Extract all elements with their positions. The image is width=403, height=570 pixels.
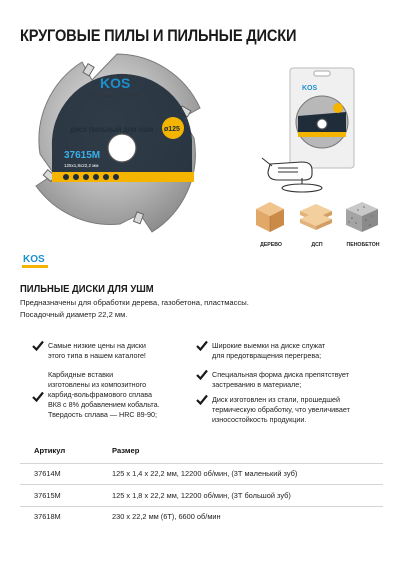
table-cell-size: 125 х 1,4 х 22,2 мм, 12200 об/мин, (3Т маленький зуб) (112, 469, 298, 478)
saw-disc-image (22, 48, 212, 248)
disc-label-title: ДИСК ПИЛЬНЫЙ ДЛЯ УШМ (70, 127, 154, 134)
foam-concrete-icon (346, 202, 378, 232)
feature-item (48, 341, 146, 361)
feature-line: застреванию в материале; (212, 380, 302, 389)
table-divider (20, 484, 383, 485)
brand-logo (20, 251, 50, 271)
feature-item (212, 370, 349, 390)
feature-line: Твердость сплава — HRC 89-90; (48, 410, 158, 419)
feature-line: ВК8 с 8% добавлением кобальта. (48, 400, 160, 409)
table-cell-size: 125 х 1,8 х 22,2 мм, 12200 об/мин, (3Т большой зуб) (112, 491, 291, 500)
section-title: ПИЛЬНЫЕ ДИСКИ ДЛЯ УШМ (20, 283, 154, 295)
feature-line: Широкие выемки на диске служат (212, 341, 326, 350)
feature-line: для предотвращения перегрева; (212, 351, 322, 360)
description-line: Посадочный диаметр 22,2 мм. (20, 309, 128, 319)
feature-item (212, 341, 325, 361)
chipboard-icon (300, 204, 332, 230)
wood-cube-icon (256, 202, 284, 232)
material-label-foam-concrete: ПЕНОБЕТОН (346, 242, 380, 248)
packaged-disc-image (288, 66, 356, 170)
feature-line: карбид-вольфрамового сплава (48, 390, 152, 399)
table-cell-article: 37615М (34, 491, 61, 500)
checkmark-icon (196, 340, 208, 351)
table-cell-size: 230 х 22,2 мм (6Т), 6600 об/мин (112, 512, 221, 521)
materials-icons (254, 200, 384, 242)
table-cell-article: 37614М (34, 469, 61, 478)
table-header-size: Размер (112, 446, 140, 455)
feature-line: термическую обработку, что увеличивает (212, 405, 350, 414)
checkmark-icon (196, 394, 208, 405)
svg-text:KOS: KOS (302, 85, 318, 92)
section-description (20, 297, 320, 320)
angle-grinder-icon (258, 156, 328, 196)
material-label-chipboard: ДСП (311, 242, 323, 248)
checkmark-icon (32, 340, 44, 351)
table-cell-article: 37618М (34, 512, 61, 521)
feature-line: Диск изготовлен из стали, прошедшей (212, 395, 341, 404)
svg-text:KOS: KOS (23, 254, 45, 265)
feature-item (48, 370, 160, 420)
description-line: Предназначены для обработки дерева, газобетона, пластмассы. (20, 298, 249, 307)
feature-line: Самые низкие цены на диски (48, 341, 146, 350)
disc-size-line: 125х1,8х22,2 мм (64, 163, 99, 168)
checkmark-icon (32, 391, 44, 402)
page-title: КРУГОВЫЕ ПИЛЫ И ПИЛЬНЫЕ ДИСКИ (20, 26, 297, 45)
table-header-article: Артикул (34, 446, 66, 455)
feature-line: Карбидные вставки (48, 370, 114, 379)
table-divider (20, 463, 383, 464)
feature-line: этого типа в нашем каталоге! (48, 351, 146, 360)
disc-diameter-badge: ø125 (164, 126, 180, 133)
checkmark-icon (196, 369, 208, 380)
feature-item (212, 395, 350, 425)
feature-line: Специальная форма диска препятствует (212, 370, 349, 379)
table-divider (20, 506, 383, 507)
disc-brand-sub: МИРОВОЙ ИНСТРУМЕНТ (92, 93, 141, 98)
feature-line: износостойкость продукции. (212, 415, 307, 424)
disc-brand-logo: KOS (100, 75, 131, 91)
feature-line: изготовлены из композитного (48, 380, 147, 389)
material-label-wood: ДЕРЕВО (260, 242, 282, 248)
disc-article-code: 37615М (64, 150, 101, 161)
